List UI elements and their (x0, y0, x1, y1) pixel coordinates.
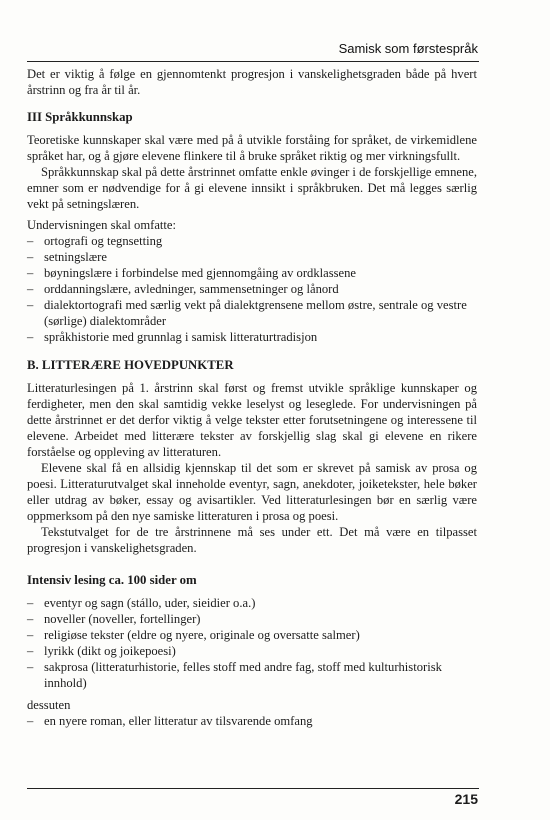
section-iii-paragraph-2: Språkkunnskap skal på dette årstrinnet omfatte enkle øvinger i de forskjellige emnene, emner som er nødvendige for å gi elevene innsikt i språkbruken. Det må legges særlig vekt på setningslæren. (27, 165, 477, 211)
list-item: – bøyningslære i forbindelse med gjennomgåing av ordklassene (27, 265, 477, 281)
dessuten-label: dessuten (27, 698, 71, 712)
subheading-intensiv-lesing: Intensiv lesing ca. 100 sider om (27, 573, 197, 587)
section-heading-spraakkunnskap: III Språkkunnskap (27, 110, 133, 124)
extra-reading-list (27, 713, 477, 729)
page-body (27, 66, 477, 729)
section-iii-paragraph-1: Teoretiske kunnskaper skal være med på å utvikle forståing for språket, de virkemidlene språket har, og å gjøre elevene flinkere til å bruke språket riktig og mer virkningsfullt. (27, 133, 477, 163)
list-item: – noveller (noveller, fortellinger) (27, 611, 477, 627)
footer-rule (27, 788, 479, 789)
reading-list (27, 595, 477, 691)
list-item: – ortografi og tegnsetting (27, 233, 477, 249)
list-item: – setningslære (27, 249, 477, 265)
intro-paragraph: Det er viktig å følge en gjennomtenkt progresjon i vanskelighetsgraden både på hvert årstrinn og fra år til år. (27, 67, 477, 97)
header-rule (27, 61, 479, 62)
section-b-paragraph-3: Tekstutvalget for de tre årstrinnene må ses under ett. Det må være en tilpasset progresjon i vanskelighetsgraden. (27, 525, 477, 555)
section-b-paragraph-2: Elevene skal få en allsidig kjennskap til det som er skrevet på samisk av prosa og poesi. Litteraturutvalget skal inneholde eventyr, sagn, anekdoter, joiketekster, hele bøker eller utdrag av bøker, essay og avisartikler. Ved litteraturlesingen bør en særlig være oppmerksom på den nye samiske litteraturen i prosa og poesi. (27, 461, 477, 523)
list-item: – lyrikk (dikt og joikepoesi) (27, 643, 477, 659)
list-item: – en nyere roman, eller litteratur av tilsvarende omfang (27, 713, 477, 729)
running-head: Samisk som førstespråk (338, 41, 478, 56)
list-item: – sakprosa (litteraturhistorie, felles stoff med andre fag, stoff med kulturhistorisk innhold) (27, 659, 477, 691)
list-item: – orddanningslære, avledninger, sammensetninger og lånord (27, 281, 477, 297)
list-item: – eventyr og sagn (stállo, uder, sieidier o.a.) (27, 595, 477, 611)
list-item: – religiøse tekster (eldre og nyere, originale og oversatte salmer) (27, 627, 477, 643)
section-iii-list-intro: Undervisningen skal omfatte: (27, 218, 176, 232)
list-item: – språkhistorie med grunnlag i samisk litteraturtradisjon (27, 329, 477, 345)
page-number: 215 (454, 791, 478, 807)
list-item: – dialektortografi med særlig vekt på dialektgrensene mellom østre, sentrale og vestre (sørlige) dialektområder (27, 297, 477, 329)
section-heading-litteraere-hovedpunkter: B. LITTERÆRE HOVEDPUNKTER (27, 358, 234, 372)
section-b-paragraph-1: Litteraturlesingen på 1. årstrinn skal først og fremst utvikle språklige kunnskaper og ferdigheter, men den skal samtidig vekke leselyst og leseglede. For undervisningen på dette årstrinnet er det derfor viktig å velge tekster etter forutsetningene og interessene til elevene. Arbeidet med litterære tekster av forskjellig slag skal gi elevene en rikere forståelse og oppleving av litteraturen. (27, 381, 477, 459)
curriculum-list (27, 233, 477, 345)
